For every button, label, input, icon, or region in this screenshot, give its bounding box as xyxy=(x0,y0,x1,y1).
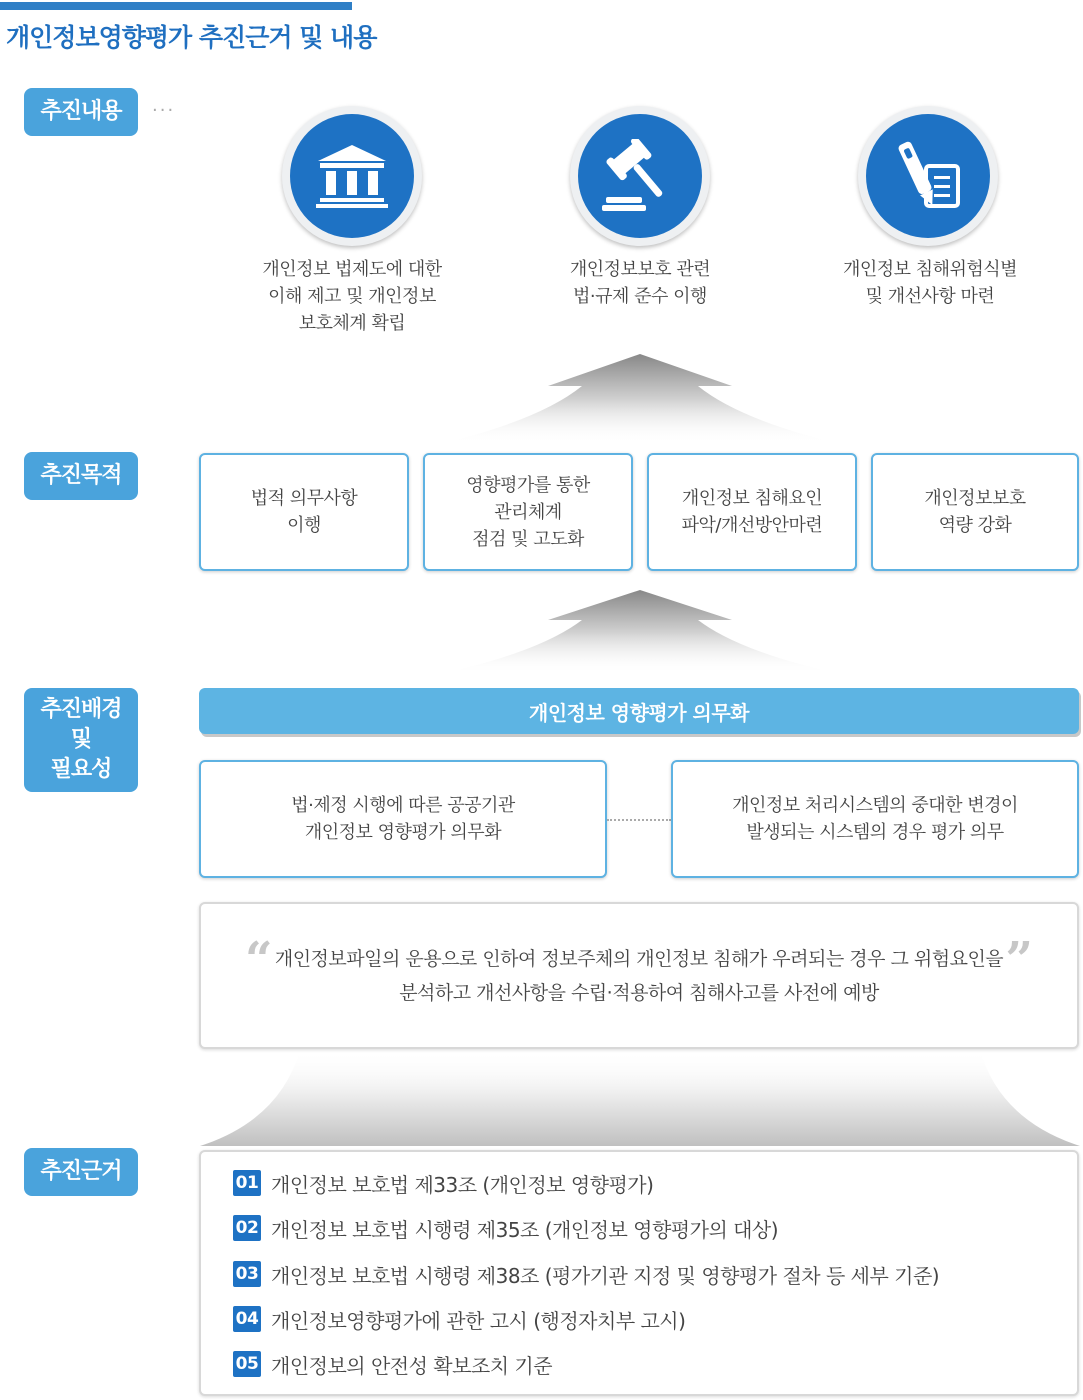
mandate-banner: 개인정보 영향평가 의무화 xyxy=(199,688,1079,734)
section-label-purpose: 추진목적 xyxy=(24,452,138,500)
background-box-left: 법·제정 시행에 따른 공공기관 개인정보 영향평가 의무화 xyxy=(199,760,607,878)
page-title: 개인정보영향평가 추진근거 및 내용 xyxy=(6,23,377,52)
basis-item-2 xyxy=(233,1213,778,1243)
basis-item-4 xyxy=(233,1304,685,1334)
quote-text: 개인정보파일의 운용으로 인하여 정보주체의 개인정보 침해가 우려되는 경우 그 위험요인을 분석하고 개선사항을 수립·적용하여 침해사고를 사전에 예방 xyxy=(274,948,1004,1004)
institution-icon-circle xyxy=(282,106,422,246)
purpose-box-4: 개인정보보호 역량 강화 xyxy=(871,453,1079,571)
up-arrow-2 xyxy=(440,586,840,676)
basis-text-4: 개인정보영향평가에 관한 고시 (행정자치부 고시) xyxy=(271,1308,686,1333)
pen-document-icon-circle xyxy=(858,106,998,246)
basis-number-3: 03 xyxy=(233,1261,261,1287)
purpose-box-1: 법적 의무사항 이행 xyxy=(199,453,409,571)
basis-item-5 xyxy=(233,1349,552,1379)
basis-box xyxy=(199,1150,1079,1396)
open-quote-icon: “ xyxy=(245,932,273,988)
basis-item-1 xyxy=(233,1168,653,1198)
basis-text-1: 개인정보 보호법 제33조 (개인정보 영향평가) xyxy=(271,1172,654,1197)
basis-number-1: 01 xyxy=(233,1170,261,1196)
quote-box xyxy=(199,902,1079,1049)
dotted-connector xyxy=(607,819,671,821)
up-arrow-1 xyxy=(440,350,840,445)
content-caption-2: 개인정보보호 관련 법·규제 준수 이행 xyxy=(569,259,711,307)
gavel-icon-circle xyxy=(570,106,710,246)
gavel-icon xyxy=(598,139,682,213)
purpose-box-3: 개인정보 침해요인 파악/개선방안마련 xyxy=(647,453,857,571)
basis-item-3 xyxy=(233,1259,939,1289)
section-label-background: 추진배경 및 필요성 xyxy=(24,688,138,792)
basis-text-3: 개인정보 보호법 시행령 제38조 (평가기관 지정 및 영향평가 절차 등 세부 기준) xyxy=(271,1263,940,1288)
institution-icon xyxy=(312,141,392,211)
content-caption-1: 개인정보 법제도에 대한 이해 제고 및 개인정보 보호체계 확립 xyxy=(262,259,442,334)
basis-text-2: 개인정보 보호법 시행령 제35조 (개인정보 영향평가의 대상) xyxy=(271,1217,779,1242)
purpose-box-2: 영향평가를 통한 관리체계 점검 및 고도화 xyxy=(423,453,633,571)
background-box-right: 개인정보 처리시스템의 중대한 변경이 발생되는 시스템의 경우 평가 의무 xyxy=(671,760,1079,878)
content-caption-3: 개인정보 침해위험식별 및 개선사항 마련 xyxy=(842,259,1018,307)
basis-number-2: 02 xyxy=(233,1215,261,1241)
section-label-basis: 추진근거 xyxy=(24,1148,138,1196)
title-accent-bar xyxy=(0,2,352,10)
pen-document-icon xyxy=(888,136,968,216)
basis-number-5: 05 xyxy=(233,1351,261,1377)
dots: ··· xyxy=(152,100,176,121)
basis-number-4: 04 xyxy=(233,1306,261,1332)
close-quote-icon: ” xyxy=(1005,932,1033,988)
basis-text-5: 개인정보의 안전성 확보조치 기준 xyxy=(271,1353,553,1378)
section-label-content: 추진내용 xyxy=(24,88,138,136)
up-arrow-3 xyxy=(200,1050,1080,1150)
